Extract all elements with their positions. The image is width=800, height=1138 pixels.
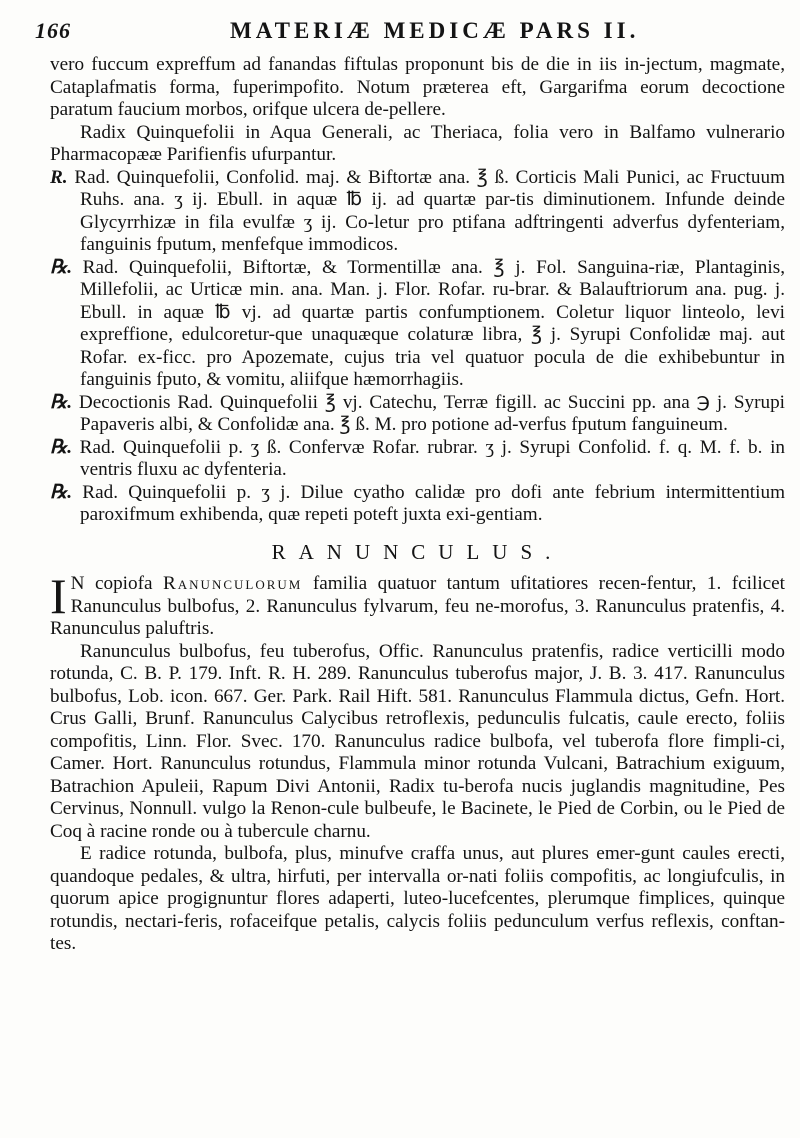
- paragraph-continuation: vero fuccum expreffum ad fanandas fiftulas proponunt bis de die in iis in-jectum, magmate, Cataplafmatis forma, fuperimpofito. Notum præterea eft, Gargarifma eorum decoctione paratum faucium morbos, orifque ulcera de-pellere.: [50, 54, 785, 120]
- recipe-text: Rad. Quinquefolii, Confolid. maj. & Biftortæ ana. ℥ ß. Corticis Mali Punici, ac Fructuum Ruhs. ana. ʒ ij. Ebull. in aquæ ℔ ij. ad quartæ par-tis diminutionem. Infunde deinde Glycyrrhizæ in fila evulfæ ʒ ij. Co-letur pro ptifana adftringenti adverfus dyfenteriam, fanguinis fputum, menfefque immodicos.: [74, 166, 785, 255]
- paragraph-synonyms: Ranunculus bulbofus, feu tuberofus, Offic. Ranunculus pratenfis, radice verticilli modo rotunda, C. B. P. 179. Inft. R. H. 289. Ranunculus tuberofus major, J. B. 3. 417. Ranunculus bulbofus, Lob. icon. 667. Ger. Park. Rail Hift. 581. Ranunculus Flammula dictus, Gefn. Hort. Crus Galli, Brunf. Ranunculus Calycibus retroflexis, pedunculis fulcatis, caule erecto, foliis compofitis, Linn. Flor. Svec. 170. Ranunculus radice bulbofa, vel tuberofa flore fimpli-ci, Camer. Hort. Ranunculus rotundus, Flammula minor rotunda Vulcani, Batrachium exiguum, Batrachion Apuleii, Rapum Divi Antonii, Radix tu-berofa nucis juglandis magnitudine, Pes Cervinus, Nonnull. vulgo la Renon-cule bulbeufe, le Bacinete, le Pied de Corbin, ou le Pied de Coq à racine ronde ou à tubercule charnu.: [50, 640, 785, 842]
- recipe-mark: R.: [50, 166, 68, 188]
- recipe-text: Rad. Quinquefolii, Biftortæ, & Tormentillæ ana. ℥ j. Fol. Sanguina-riæ, Plantaginis, Millefolii, ac Urticæ min. ana. Man. j. Flor. Rofar. ru-brar. & Balauftriorum ana. pug. j. Ebull. in aquæ ℔ vj. ad quartæ partis confumptionem. Coletur liquor linteolo, levi expreffione, edulcoretur-que unaquæque colaturæ libra, ℥ j. Syrupi Confolidæ maj. aut Rofar. ex-ficc. pro Apozemate, cujus tria vel quatuor pocula de die exhibebuntur in fanguinis fputo, & vomitu, aliifque hæmorrhagiis.: [80, 256, 785, 390]
- recipe-text: Decoctionis Rad. Quinquefolii ℥ vj. Catechu, Terræ figill. ac Succini pp. ana ℈ j. Syrupi Papaveris albi, & Confolidæ ana. ℥ ß. M. pro potione ad-verfus fputum fanguineum.: [78, 391, 786, 435]
- page-number: 166: [35, 18, 71, 43]
- recipe-mark: ℞.: [50, 481, 72, 503]
- paragraph-ranunculus-intro: [50, 568, 786, 641]
- paragraph-radix: Radix Quinquefolii in Aqua Generali, ac Theriaca, folia vero in Balfamo vulnerario Pharmacopææ Parifienfis ufurpantur.: [50, 121, 785, 165]
- intro-text-a: N copiofa: [70, 573, 153, 594]
- recipe-5: [50, 482, 785, 527]
- drop-cap: I: [50, 568, 67, 624]
- text-block: [50, 54, 785, 956]
- recipe-2: [50, 257, 785, 392]
- recipe-4: [50, 437, 785, 482]
- paragraph-description: E radice rotunda, bulbofa, plus, minufve craffa unus, aut plures emer-gunt caules erecti, quandoque pedales, & ultra, hirfuti, per intervalla or-nati foliis compofitis, ac longiufculis, in quorum apice progignuntur flores adaperti, luteo-lucefcentes, plerumque fimplices, quinque rotundis, nectari-feris, rofaceifque petalis, calycis foliis pedunculum verfus reflexis, conftan-tes.: [50, 843, 785, 954]
- page-header: [30, 14, 770, 48]
- recipe-1: [50, 167, 785, 257]
- intro-text-b: familia quatuor tantum ufitatiores recen-fentur, 1. fcilicet Ranunculus bulbofus, 2. Ranunculus fylvarum, feu ne-morofus, 3. Ranunculus pratenfis, 4. Ranunculus paluftris.: [50, 573, 786, 639]
- recipe-text: Rad. Quinquefolii p. ʒ j. Dilue cyatho calidæ pro dofi ante febrium intermittentium paroxifmum exhibenda, quæ repeti poteft juxta exi-gentiam.: [80, 481, 785, 525]
- recipe-mark: ℞.: [50, 256, 72, 278]
- running-head: MATERIÆ MEDICÆ PARS II.: [230, 18, 640, 43]
- intro-smallcaps: Ranunculorum: [162, 573, 303, 594]
- recipe-mark: ℞.: [50, 391, 72, 413]
- section-title: RANUNCULUS.: [271, 539, 564, 564]
- recipe-mark: ℞.: [50, 436, 72, 458]
- recipe-text: Rad. Quinquefolii p. ʒ ß. Confervæ Rofar. rubrar. ʒ j. Syrupi Confolid. f. q. M. f. b. in ventris fluxu ac dyfenteria.: [79, 436, 785, 480]
- recipe-3: [50, 392, 785, 437]
